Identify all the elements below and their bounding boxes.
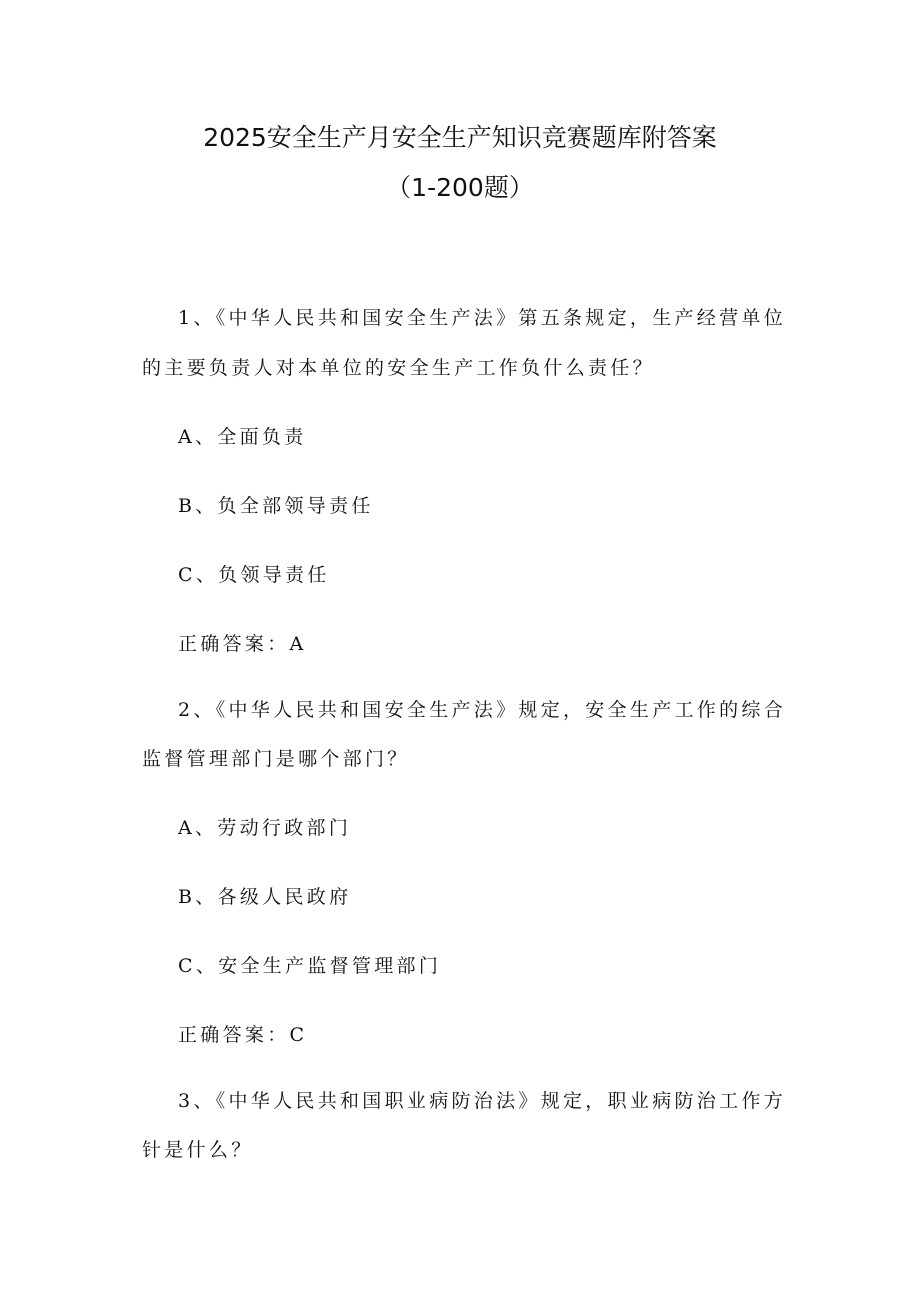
document-subtitle: （1-200题） xyxy=(386,173,534,202)
question-2-option-c: C、安全生产监督管理部门 xyxy=(178,955,442,977)
question-1-stem-line-2: 的主要负责人对本单位的安全生产工作负什么责任？ xyxy=(142,357,655,379)
question-2-option-b: B、各级人民政府 xyxy=(178,886,352,908)
question-2-stem-line-1: 2、《中华人民共和国安全生产法》规定，安全生产工作的综合 xyxy=(178,699,786,721)
question-1-answer: 正确答案：A xyxy=(178,633,307,655)
question-2-stem-line-2: 监督管理部门是哪个部门？ xyxy=(142,748,410,770)
question-1-stem-line-1: 1、《中华人民共和国安全生产法》第五条规定，生产经营单位 xyxy=(178,307,786,329)
question-1-option-a: A、全面负责 xyxy=(178,426,307,448)
question-1-option-b: B、负全部领导责任 xyxy=(178,495,374,517)
document-title: 2025安全生产月安全生产知识竞赛题库附答案 xyxy=(203,123,717,152)
question-2-option-a: A、劳动行政部门 xyxy=(178,817,352,839)
question-3-stem-line-2: 针是什么？ xyxy=(142,1139,254,1161)
question-3-stem-line-1: 3、《中华人民共和国职业病防治法》规定，职业病防治工作方 xyxy=(178,1090,786,1112)
question-1-option-c: C、负领导责任 xyxy=(178,564,330,586)
question-2-answer: 正确答案：C xyxy=(178,1024,308,1046)
